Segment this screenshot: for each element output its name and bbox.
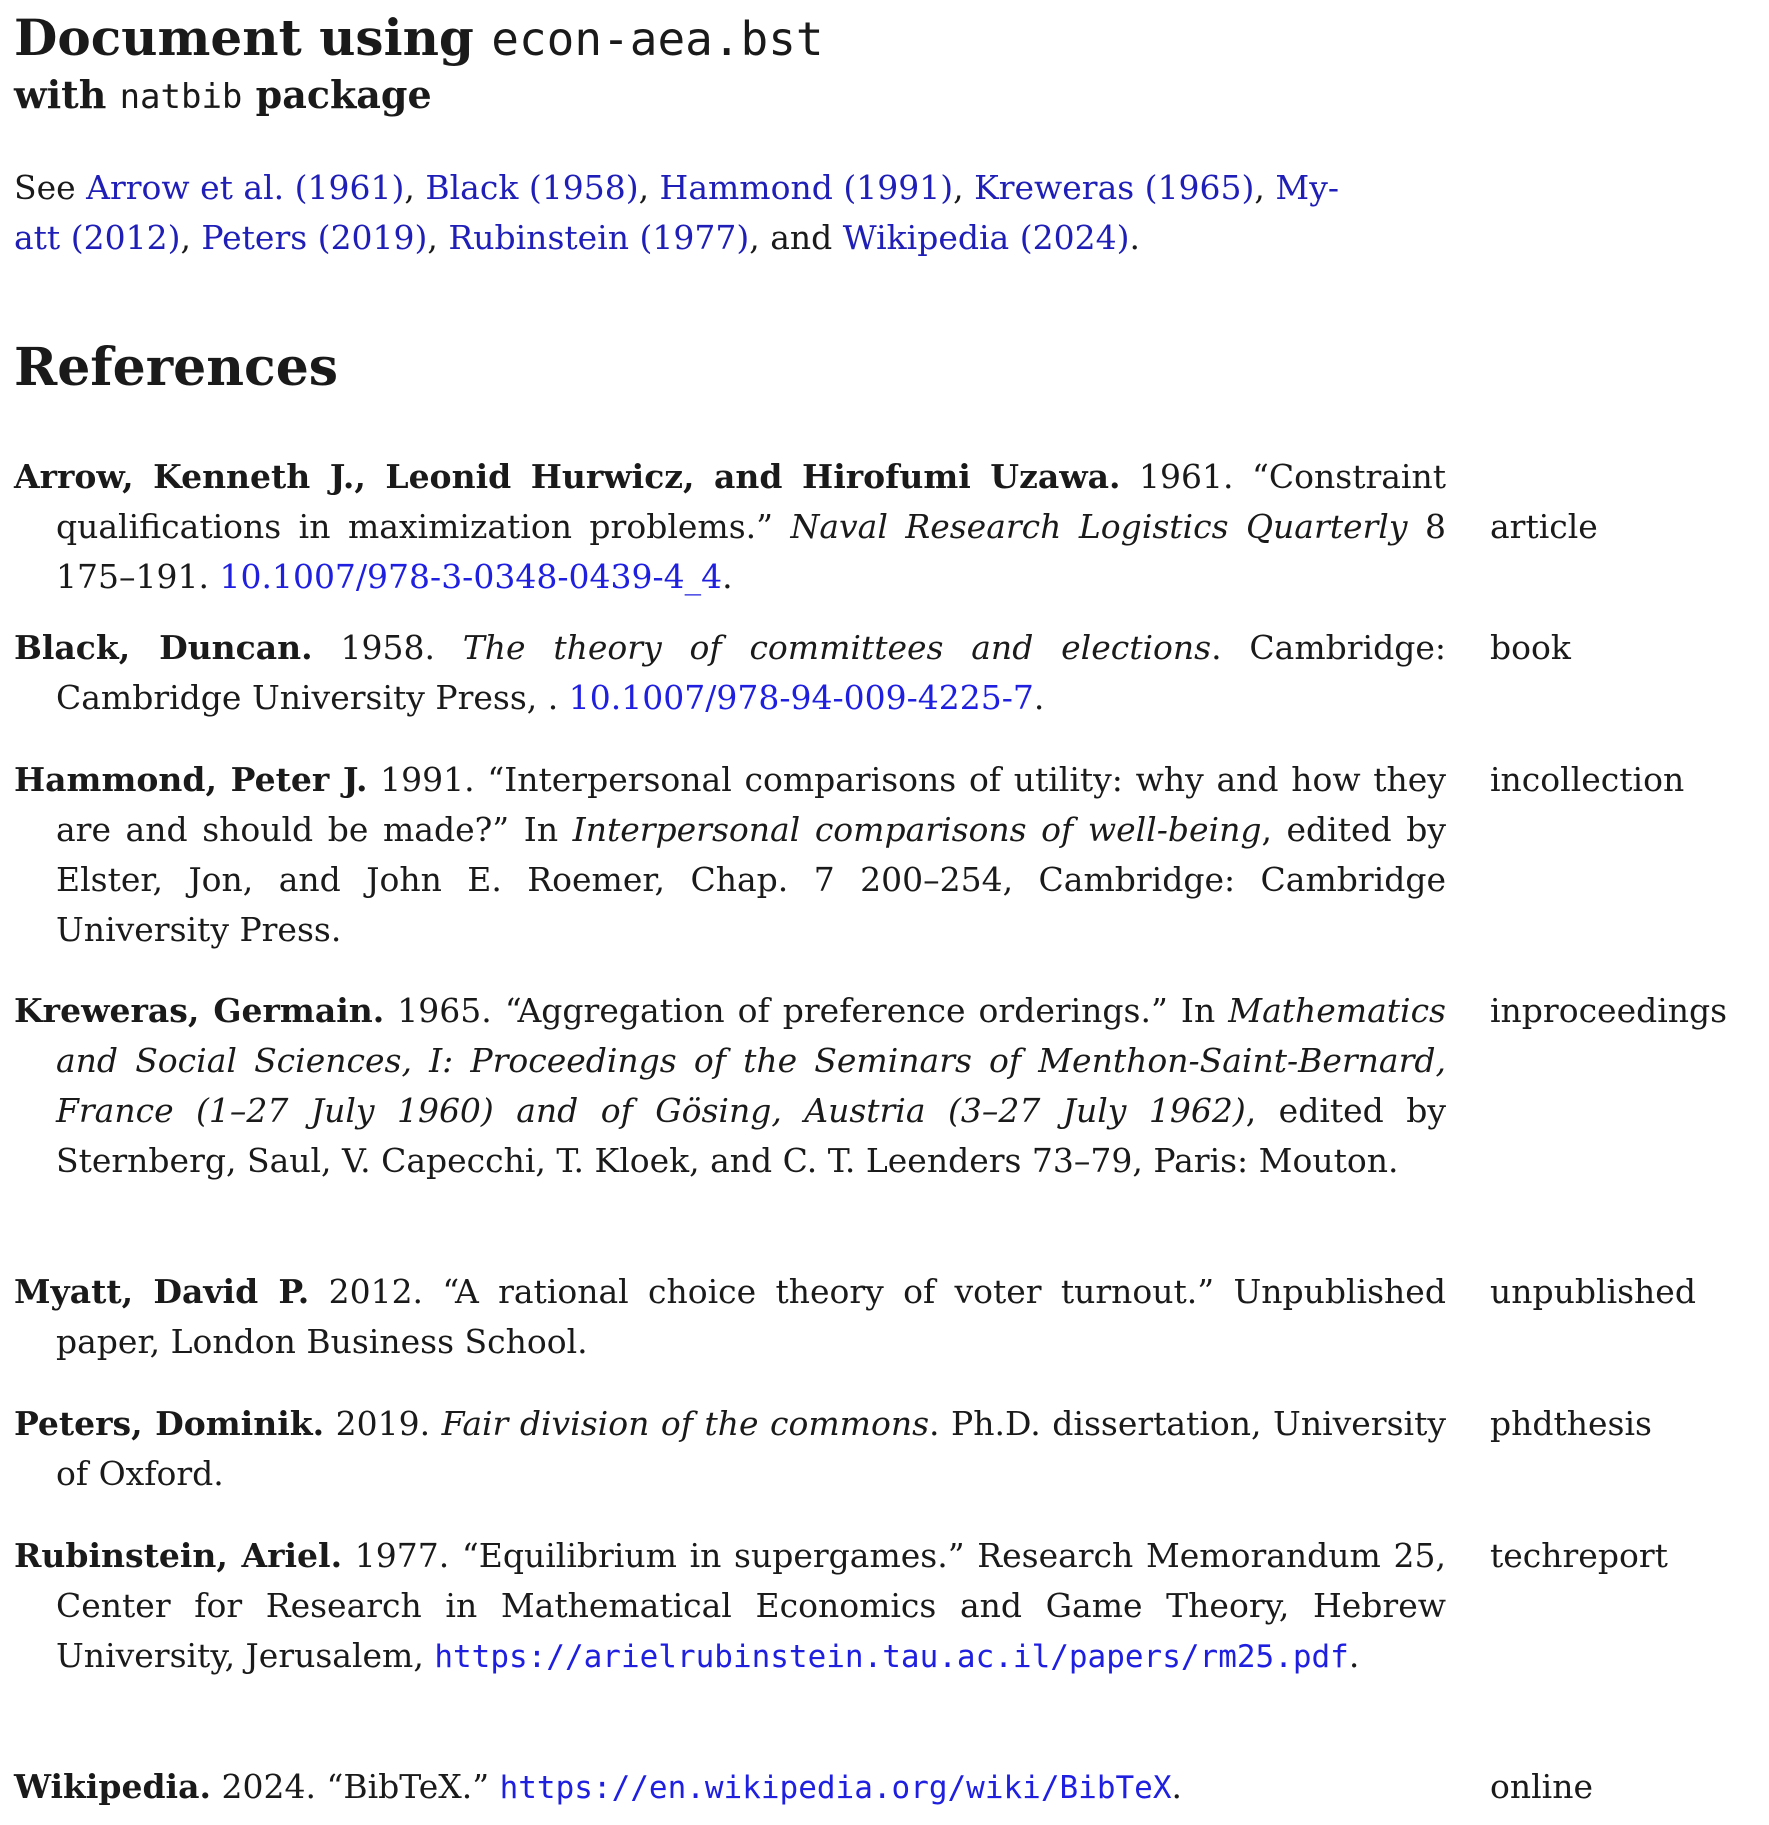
entry-type-label: techreport — [1490, 1536, 1668, 1575]
citation-link[interactable]: Kreweras (1965) — [974, 168, 1255, 207]
entry-type-label: phdthesis — [1490, 1404, 1652, 1443]
reference-entry: Hammond, Peter J. 1991. “Interpersonal comparisons of utility: why and how they are and should be made?” In Interpersonal comparisons of well-being, edited by Elster, Jon, and John E. Roemer, Chap. 7 200–254, Cambridge: Cambridge University Press. — [14, 760, 1446, 949]
entry-year: 1965. — [397, 991, 492, 1030]
citation-link[interactable]: My- att (2012) — [14, 168, 1339, 257]
entry-journal: Naval Research Logistics Quarterly — [790, 507, 1408, 546]
entry-year: 2012. — [328, 1272, 424, 1311]
entry-authors: Kreweras, Germain. — [14, 991, 385, 1030]
entry-year: 1958. — [340, 628, 435, 667]
entry-details: Research Memorandum 25, Center for Research in Mathematical Economics and Game Theory, Hebrew University, Jerusalem, — [56, 1536, 1446, 1675]
intro-paragraph: See Arrow et al. (1961), Black (1958), Hammond (1991), Kreweras (1965), My- att (2012), Peters (2019), Rubinstein (1977), and Wikipedia (2024). — [14, 168, 1339, 257]
entry-year: 2019. — [335, 1404, 431, 1443]
entry-details: , edited by Elster, Jon, and John E. Roemer, Chap. 7 200–254, Cambridge: Cambridge University Press. — [56, 810, 1446, 949]
title-code: econ-aea.bst — [491, 12, 824, 66]
document-title — [14, 8, 824, 69]
entry-details: , edited by Sternberg, Saul, V. Capecchi, T. Kloek, and C. T. Leenders 73–79, Paris: Mouton. — [56, 1091, 1446, 1180]
subtitle-rest: package — [242, 72, 432, 117]
doi-link[interactable]: 10.1007/978-94-009-4225-7 — [568, 678, 1034, 717]
reference-entry: Black, Duncan. 1958. The theory of committees and elections. Cambridge: Cambridge University Press, . 10.1007/978-94-009-4225-7. — [14, 628, 1446, 717]
entry-authors: Wikipedia. — [14, 1767, 211, 1806]
entry-authors: Black, Duncan. — [14, 628, 313, 667]
entry-year: 2024. — [221, 1767, 316, 1806]
entry-type-label: inproceedings — [1490, 991, 1728, 1030]
citation-link[interactable]: Hammond (1991) — [659, 168, 954, 207]
citation-link[interactable]: Wikipedia (2024) — [842, 218, 1130, 257]
subtitle-with: with — [14, 72, 120, 117]
entry-title: “Interpersonal comparisons of utility: why and how they are and should be made?” — [56, 760, 1446, 849]
url-link[interactable]: https://en.wikipedia.org/wiki/BibTeX — [499, 1770, 1172, 1806]
entry-details: Unpublished paper, London Business School. — [56, 1272, 1446, 1361]
references-heading: References — [14, 337, 339, 398]
entry-publisher: Cambridge: Cambridge University Press, . — [56, 628, 1446, 717]
reference-entry: Kreweras, Germain. 1965. “Aggregation of preference orderings.” In Mathematics and Social Sciences, I: Proceedings of the Seminars of Menthon-Saint-Bernard, France (1–27 July 1960) and of Gösing, Austria (3–27 July 1962), edited by Sternberg, Saul, V. Capecchi, T. Kloek, and C. T. Leenders 73–79, Paris: Mouton. — [14, 991, 1446, 1180]
reference-entry — [14, 1267, 1446, 1367]
entry-year: 1977. — [354, 1536, 450, 1575]
url-link[interactable]: https://arielrubinstein.tau.ac.il/papers/rm25.pdf — [434, 1639, 1349, 1675]
entry-booktitle: Interpersonal comparisons of well-being — [572, 810, 1262, 849]
entry-title: “A rational choice theory of voter turnout.” — [442, 1272, 1215, 1311]
entry-authors: Arrow, Kenneth J., Leonid Hurwicz, and Hirofumi Uzawa. — [14, 457, 1121, 496]
intro-and: and — [770, 218, 843, 257]
reference-entry: Rubinstein, Ariel. 1977. “Equilibrium in supergames.” Research Memorandum 25, Center for Research in Mathematical Economics and Game Theory, Hebrew University, Jerusalem, https://arielrubinstein.tau.ac.il/papers/rm25.pdf. — [14, 1536, 1446, 1675]
entry-authors: Peters, Dominik. — [14, 1404, 325, 1443]
citation-link[interactable]: Rubinstein (1977) — [448, 218, 750, 257]
title-text: Document using — [14, 8, 492, 67]
entry-type-label: book — [1490, 628, 1571, 667]
entry-type-label: article — [1490, 507, 1598, 546]
entry-type-label: incollection — [1490, 760, 1685, 799]
entry-authors: Myatt, David P. — [14, 1272, 310, 1311]
intro-see: See — [14, 168, 87, 207]
entry-title: “Aggregation of preference orderings.” — [504, 991, 1168, 1030]
citation-link[interactable]: Peters (2019) — [201, 218, 428, 257]
doi-link[interactable]: 10.1007/978-3-0348-0439-4_4 — [219, 557, 723, 596]
reference-entry: Wikipedia. 2024. “BibTeX.” https://en.wikipedia.org/wiki/BibTeX. — [14, 1767, 1182, 1806]
entry-type-label: unpublished — [1490, 1272, 1696, 1311]
entry-type-label: online — [1490, 1767, 1594, 1806]
entry-year: 1961. — [1139, 457, 1234, 496]
citation-link[interactable]: Black (1958) — [425, 168, 639, 207]
entry-title: Fair division of the commons — [441, 1404, 930, 1443]
entry-title: “Equilibrium in supergames.” — [461, 1536, 965, 1575]
entry-authors: Hammond, Peter J. — [14, 760, 368, 799]
entry-details: . Ph.D. dissertation, University of Oxford. — [56, 1404, 1446, 1493]
entry-authors: Rubinstein, Ariel. — [14, 1536, 343, 1575]
citation-link[interactable]: Arrow et al. (1961) — [86, 168, 405, 207]
subtitle-code: natbib — [119, 77, 243, 117]
entry-title: “BibTeX.” — [326, 1767, 490, 1806]
entry-year: 1991. — [380, 760, 475, 799]
entry-booktitle: Mathematics and Social Sciences, I: Proceedings of the Seminars of Menthon-Saint-Bernard, France (1–27 July 1960) and of Gösing, Austria (3–27 July 1962) — [56, 991, 1446, 1130]
entry-title: The theory of committees and elections — [462, 628, 1212, 667]
reference-entry: Arrow, Kenneth J., Leonid Hurwicz, and Hirofumi Uzawa. 1961. “Constraint qualifications in maximization problems.” Naval Research Logistics Quarterly 8 175–191. 10.1007/978-3-0348-0439-4_4. — [14, 457, 1446, 596]
entry-details: 8 175–191. — [56, 507, 1446, 596]
reference-entry — [14, 1399, 1446, 1499]
entry-title: “Constraint qualifications in maximization problems.” — [56, 457, 1446, 546]
document-subtitle — [14, 72, 432, 120]
